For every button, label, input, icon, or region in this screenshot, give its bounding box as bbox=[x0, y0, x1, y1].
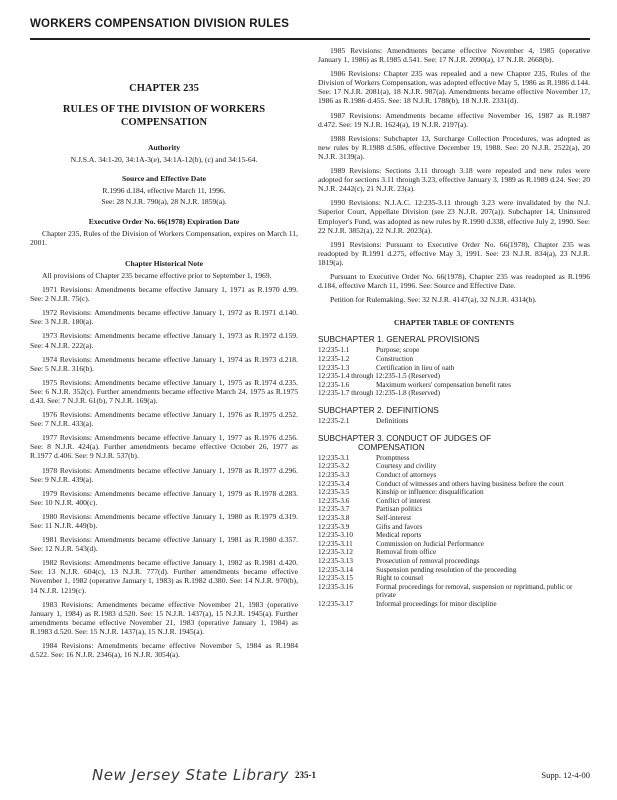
page-number: 235-1 bbox=[295, 770, 316, 780]
toc-section-title: Partisan politics bbox=[376, 505, 423, 514]
toc-section-title: Commission on Judicial Performance bbox=[376, 539, 484, 548]
history-entry: 1971 Revisions: Amendments became effective January 1, 1971 as R.1970 d.99. See: 2 N.J.R. 75(c). bbox=[30, 285, 298, 304]
library-stamp: New Jersey State Library bbox=[92, 766, 289, 784]
history-heading: Chapter Historical Note bbox=[125, 258, 203, 268]
toc-row bbox=[318, 540, 590, 549]
toc-section-title: Suspension pending resolution of the proceeding bbox=[376, 565, 517, 574]
toc-section-number: 12:235-3.8 bbox=[318, 514, 350, 523]
toc-section-title: Self-interest bbox=[376, 514, 412, 523]
history-entry: 1983 Revisions: Amendments became effective November 21, 1983 (operative January 1, 1984) as R.1983 d.520. See: 15 N.J.R. 1437(a), 15 N.J.R. 1945(a). Further amendments became effective November 21, 1983 (operative January 1, 1984) as R.1983 d.520. See: 15 N.J.R. 1437(a), 15 N.J.R. 1945(a). bbox=[30, 599, 298, 636]
subchapter-2-list bbox=[318, 417, 590, 426]
subchapter-2-title: SUBCHAPTER 2. DEFINITIONS bbox=[318, 405, 439, 415]
toc-row bbox=[318, 574, 590, 583]
history-entry: 1975 Revisions: Amendments became effective January 1, 1975 as R.1974 d.235. See: 6 N.J.R. 352(c). Further amendments became effective March 24, 1975 as R.1975 d.43. See: 7 N.J.R. 61(b), 7 N.J.R. 169(a). bbox=[30, 377, 298, 405]
toc-row bbox=[318, 523, 590, 532]
toc-section-title: Purpose; scope bbox=[376, 346, 420, 355]
history-entry: 1973 Revisions: Amendments became effective January 1, 1973 as R.1972 d.159. See: 4 N.J.R. 222(a). bbox=[30, 331, 298, 350]
page-footer bbox=[30, 764, 590, 788]
toc-row bbox=[318, 583, 590, 600]
toc-row bbox=[318, 389, 590, 398]
toc-row bbox=[318, 355, 590, 364]
subchapter-1-title: SUBCHAPTER 1. GENERAL PROVISIONS bbox=[318, 334, 480, 345]
toc-row bbox=[318, 372, 590, 381]
history-entry: Pursuant to Executive Order No. 66(1978), Chapter 235 was readopted as R.1996 d.184, effective March 11, 1996. See: Source and Effective Date. bbox=[318, 271, 590, 291]
toc-section-title: Conduct of attorneys bbox=[376, 471, 437, 480]
toc-row bbox=[318, 417, 590, 426]
toc-section-number: 12:235-3.1 bbox=[318, 453, 350, 462]
history-entries-right bbox=[318, 46, 590, 304]
toc-section-number: 12:235-3.10 bbox=[318, 531, 353, 540]
history-entry: 1976 Revisions: Amendments became effective January 1, 1976 as R.1975 d.252. See: 7 N.J.R. 433(a). bbox=[30, 410, 298, 429]
history-entry: 1986 Revisions: Chapter 235 was repealed and a new Chapter 235, Rules of the Division of Workers Compensation, was adopted effective May 5, 1986 as R.1986 d.144. See: 17 N.J.R. 2081(a), 18 N.J.R. 987(a). Amendments became effective November 17, 1986 as R.1986 d.455. See: 18 N.J.R. 1788(b), 18 N.J.R. 2331(d). bbox=[318, 69, 590, 106]
toc-section-title: Certification in lieu of oath bbox=[376, 363, 455, 372]
subchapter-3-list bbox=[318, 454, 590, 609]
left-column bbox=[30, 46, 298, 664]
toc-section-number: 12:235-3.12 bbox=[318, 548, 353, 557]
authority-heading: Authority bbox=[147, 143, 181, 153]
toc-section-number: 12:235-3.2 bbox=[318, 462, 350, 471]
toc-section-number: 12:235-3.16 bbox=[318, 582, 353, 591]
history-entries-left bbox=[30, 285, 298, 659]
subchapter-1-list bbox=[318, 346, 590, 398]
toc-row bbox=[318, 505, 590, 514]
subchapter-3-title bbox=[318, 434, 590, 452]
toc-row bbox=[318, 364, 590, 373]
toc-section-number: 12:235-3.9 bbox=[318, 522, 350, 531]
history-entry: 1974 Revisions: Amendments became effective January 1, 1974 as R.1973 d.218. See: 5 N.J.R. 316(b). bbox=[30, 354, 298, 373]
subchapter-3-title-line2: COMPENSATION bbox=[358, 441, 425, 452]
history-entry: 1977 Revisions: Amendments became effective January 1, 1977 as R.1976 d.256. See: 8 N.J.R. 424(a). Further amendments became effective October 26, 1977 as R.1977 d.406. See: 9 N.J.R. 537(b). bbox=[30, 433, 298, 461]
toc-row bbox=[318, 548, 590, 557]
toc-section-number: 12:235-3.4 bbox=[318, 479, 350, 488]
toc-row bbox=[318, 488, 590, 497]
toc-row bbox=[318, 471, 590, 480]
toc-section-title: Right to counsel bbox=[376, 574, 424, 583]
running-title: WORKERS COMPENSATION DIVISION RULES bbox=[30, 18, 290, 30]
toc-section-number: 12:235-1.2 bbox=[318, 355, 350, 364]
toc-section-number: 12:235-3.13 bbox=[318, 557, 353, 565]
toc-section-number: 12:235-3.6 bbox=[318, 496, 350, 505]
toc-section-title: Gifts and favors bbox=[376, 522, 423, 531]
history-entry: 1982 Revisions: Amendments became effective January 1, 1982 as R.1981 d.420. See: 13 N.J.R. 604(c), 13 N.J.R. 777(d). Further amendments became effective November 1, 1982 (operative January 1, 1983) as R.1982 d.380. See: 14 N.J.R. 970(b), 14 N.J.R. 1219(c). bbox=[30, 558, 298, 595]
source-line1: R.1996 d.184, effective March 11, 1996. bbox=[102, 186, 226, 196]
chapter-title-line2: COMPENSATION bbox=[120, 117, 208, 129]
toc-section-number: 12:235-1.6 bbox=[318, 380, 350, 389]
right-column bbox=[318, 46, 590, 609]
toc-section-number: 12:235-1.4 through 12:235-1.5 (Reserved) bbox=[318, 372, 440, 381]
toc-row bbox=[318, 557, 590, 566]
toc-section-number: 12:235-3.15 bbox=[318, 574, 353, 583]
toc-section-title: Promptness bbox=[376, 453, 410, 462]
authority-text: N.J.S.A. 34:1-20, 34:1A-3(e), 34:1A-12(b), (c) and 34:15-64. bbox=[70, 155, 258, 165]
history-entry: 1991 Revisions: Pursuant to Executive Order No. 66(1978), Chapter 235 was readopted by R.1991 d.275, effective May 3, 1991. See: 23 N.J.R. 834(a), 23 N.J.R. 1819(a). bbox=[318, 239, 590, 267]
toc-section-title: Courtesy and civility bbox=[376, 462, 437, 471]
chapter-number: CHAPTER 235 bbox=[129, 83, 199, 94]
toc-section-number: 12:235-1.1 bbox=[318, 346, 350, 355]
running-header bbox=[30, 14, 590, 40]
toc-section-title: Conduct of witnesses and others having business before the court bbox=[376, 479, 564, 488]
toc-section-number: 12:235-1.7 through 12:235-1.8 (Reserved) bbox=[318, 389, 440, 398]
history-entry: 1981 Revisions: Amendments became effective January 1, 1981 as R.1980 d.357. See: 12 N.J.R. 543(d). bbox=[30, 535, 298, 554]
toc-row bbox=[318, 497, 590, 506]
history-entry: Petition for Rulemaking. See: 32 N.J.R. 4147(a), 32 N.J.R. 4314(b). bbox=[330, 295, 537, 305]
toc-section-title: Maximum workers' compensation benefit rates bbox=[376, 380, 512, 389]
chapter-title bbox=[30, 103, 298, 129]
supplement-date: Supp. 12-4-00 bbox=[541, 770, 590, 780]
toc-section-number: 12:235-3.11 bbox=[318, 539, 353, 548]
history-entry: 1984 Revisions: Amendments became effective November 5, 1984 as R.1984 d.522. See: 16 N.J.R. 2346(a), 16 N.J.R. 3054(a). bbox=[30, 641, 298, 660]
history-entry: 1985 Revisions: Amendments became effective November 4, 1985 (operative January 1, 1986) as R.1985 d.541. See: 17 N.J.R. 2090(a), 17 N.J.R. 2668(b). bbox=[318, 46, 590, 65]
toc-section-title: Formal proceedings for removal, suspension or reprimand, public or private bbox=[376, 582, 573, 600]
toc-section-number: 12:235-1.3 bbox=[318, 363, 350, 372]
toc-section-title: Medical reports bbox=[376, 531, 422, 540]
toc-row bbox=[318, 346, 590, 355]
history-entry: 1978 Revisions: Amendments became effective January 1, 1978 as R.1977 d.296. See: 9 N.J.R. 439(a). bbox=[30, 465, 298, 484]
toc-heading: CHAPTER TABLE OF CONTENTS bbox=[394, 318, 514, 328]
toc-section-number: 12:235-3.7 bbox=[318, 505, 350, 514]
chapter-title-line1: RULES OF THE DIVISION OF WORKERS bbox=[62, 104, 266, 116]
toc-row bbox=[318, 531, 590, 540]
toc-row bbox=[318, 514, 590, 523]
toc-section-title: Construction bbox=[376, 355, 414, 364]
history-entry: 1979 Revisions: Amendments became effective January 1, 1979 as R.1978 d.283. See: 10 N.J.R. 400(c). bbox=[30, 488, 298, 507]
history-entry: 1972 Revisions: Amendments became effective January 1, 1972 as R.1971 d.140. See: 3 N.J.R. 180(a). bbox=[30, 308, 298, 327]
toc-section-title: Prosecution of removal proceedings bbox=[376, 557, 480, 565]
history-entry: 1989 Revisions: Sections 3.11 through 3.18 were repealed and new rules were adopted for sections 3.11 through 3.23, effective January 3, 1989 as R.1989 d.24. See: 20 N.J.R. 2442(c), 21 N.J.R. 23(a). bbox=[318, 166, 590, 194]
history-entry: 1980 Revisions: Amendments became effective January 1, 1980 as R.1979 d.319. See: 11 N.J.R. 449(b). bbox=[30, 511, 298, 530]
toc-row bbox=[318, 600, 590, 609]
history-entry: 1988 Revisions: Subchapter 13, Surcharge Collection Procedures, was adopted as new rules by R.1988 d.586, effective December 19, 1988. See: 20 N.J.R. 2522(a), 20 N.J.R. 3139(a). bbox=[318, 133, 590, 161]
toc-row bbox=[318, 480, 590, 489]
toc-row bbox=[318, 462, 590, 471]
subchapter-3-title-line1: SUBCHAPTER 3. CONDUCT OF JUDGES OF bbox=[318, 432, 492, 443]
toc-section-title: Removal from office bbox=[376, 548, 437, 557]
source-heading: Source and Effective Date bbox=[121, 174, 206, 184]
toc-section-number: 12:235-3.17 bbox=[318, 599, 353, 608]
history-intro: All provisions of Chapter 235 became effective prior to September 1, 1969. bbox=[42, 270, 272, 280]
toc-section-number: 12:235-2.1 bbox=[318, 417, 350, 426]
toc-section-title: Conflict of interest bbox=[376, 496, 431, 505]
toc-section-number: 12:235-3.14 bbox=[318, 565, 353, 574]
toc-row bbox=[318, 454, 590, 463]
toc-section-title: Kinship or influence: disqualification bbox=[376, 488, 484, 497]
toc-row bbox=[318, 566, 590, 575]
history-entry: 1990 Revisions: N.J.A.C. 12:235-3.11 through 3.23 were invalidated by the N.J. Superior Court, Appellate Division (see 23 N.J.R. 207(a)). Subchapter 14, Uninsured Employer's Fund, was adopted as new rules by R.1990 d.338, effective July 2, 1990. See: 22 N.J.R. 3852(a), 22 N.J.R. 2023(a). bbox=[318, 198, 590, 235]
toc-section-number: 12:235-3.3 bbox=[318, 471, 350, 480]
toc-section-title: Definitions bbox=[376, 417, 409, 426]
toc-section-title: Informal proceedings for minor discipline bbox=[376, 599, 497, 608]
source-line2: See: 28 N.J.R. 790(a), 28 N.J.R. 1859(a). bbox=[101, 197, 227, 207]
toc-section-number: 12:235-3.5 bbox=[318, 488, 350, 497]
expiration-heading: Executive Order No. 66(1978) Expiration Date bbox=[88, 216, 240, 226]
history-entry: 1987 Revisions: Amendments became effective November 16, 1987 as R.1987 d.472. See: 19 N.J.R. 1624(a), 19 N.J.R. 2197(a). bbox=[318, 110, 590, 129]
expiration-text: Chapter 235, Rules of the Division of Workers Compensation, expires on March 11, 2001. bbox=[30, 228, 298, 247]
toc-row bbox=[318, 381, 590, 390]
